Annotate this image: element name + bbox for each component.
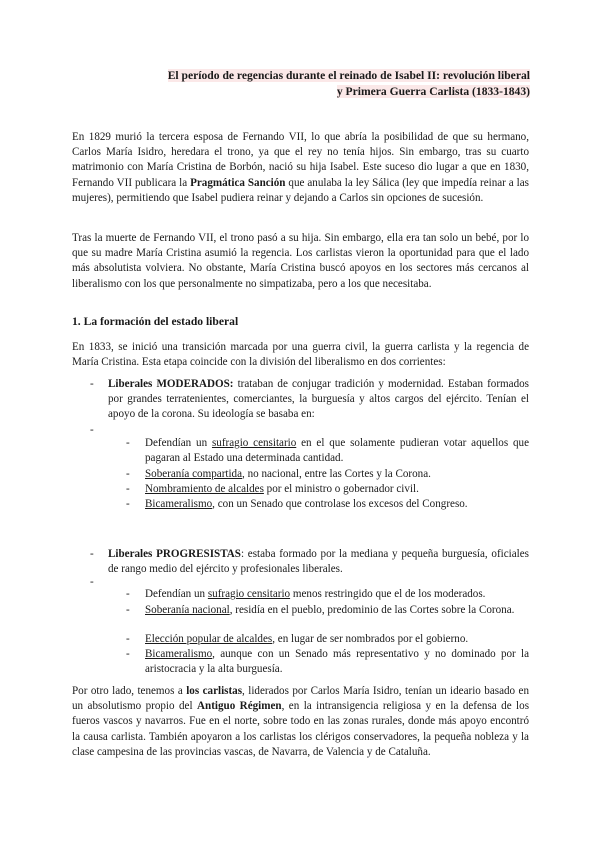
carlistas-text-b: , liderados por Carlos María Isidro, tenían un ideario basado en un absolutismo propio del (72, 685, 529, 713)
progresistas-sub-item (145, 632, 468, 647)
item-post: , residía en el pueblo, predominio de las Cortes sobre la Corona. (229, 604, 515, 616)
page-title (100, 68, 530, 100)
moderados-text: trataban de conjugar tradición y modernidad. Estaban formados por grandes terratenientes, comerciantes, la burguesía y altos cargos del ejército. Tenían el apoyo de la corona. Su ideología se basaba en: (108, 378, 529, 421)
moderados-sub-item (145, 497, 468, 512)
sub-bullet: - (126, 498, 130, 510)
section-heading: 1. La formación del estado liberal (72, 315, 239, 328)
item-underlined: sufragio censitario (211, 437, 297, 449)
item-underlined: Soberanía nacional (145, 604, 230, 616)
item-post: , en lugar de ser nombrados por el gobierno. (272, 633, 469, 645)
sub-bullet: - (126, 633, 130, 645)
item-underlined: Bicameralismo (145, 648, 213, 660)
progresistas-sub-item (145, 587, 485, 602)
moderados-label: Liberales MODERADOS: (108, 378, 234, 390)
progresistas-sub-item (145, 603, 529, 618)
section-paragraph: En 1833, se inició una transición marcada por una guerra civil, la guerra carlista y la regencia de María Cristina. Esta etapa coincide con la división del liberalismo en dos corrientes: (72, 341, 529, 369)
antiguo-regimen-bold: Antiguo Régimen (197, 700, 282, 713)
carlistas-text-c: , en la intransigencia religiosa y en la defensa de los fueros vascos y navarros. Fue en el norte, sobre todo en las zonas rurales, donde más apoyo encontró la causa carlista. También apoyaron a los carlistas los clérigos conservadores, la pequeña nobleza y la clase campesina de las provincias vascas, de Navarra, de Valencia y de Cataluña. (72, 700, 530, 758)
moderados-sub-item (145, 467, 431, 482)
sub-bullet: - (126, 604, 130, 616)
moderados-item (108, 377, 529, 423)
item-post: por el ministro o gobernador civil. (263, 483, 419, 495)
title-line-1: El período de regencias durante el reinado de Isabel II: revolución liberal (167, 69, 530, 82)
sub-bullet: - (126, 648, 130, 660)
item-pre: Defendían un (145, 588, 208, 600)
sub-bullet: - (126, 588, 130, 600)
moderados-sub-item (145, 482, 419, 497)
list-bullet: - (90, 548, 94, 560)
item-underlined: sufragio censitario (207, 588, 291, 600)
intro-p1-text-a: En 1829 murió la tercera esposa de Fernando VII, lo que abría la posibilidad de que su hermano, Carlos María Isidro, heredara el trono, ya que el rey no tenía hijos. Sin embargo, tras su cuarto matrimonio con María Cristina de Borbón, nació su hija Isabel. Este suceso dio lugar a que en 1830, Fernando VII publicara la (72, 131, 529, 189)
intro-paragraph-1 (72, 130, 529, 206)
carlistas-bold: los carlistas (186, 685, 243, 697)
pragmatica-sancion-bold: Pragmática Sanción (190, 176, 286, 189)
item-post: en el que solamente pudieran votar aquellos que pagaran al Estado una determinada cantidad. (145, 437, 529, 465)
progresistas-item (108, 547, 529, 577)
sub-bullet: - (126, 437, 130, 449)
progresistas-text: : estaba formado por la mediana y pequeña burguesía, oficiales de rango medio del ejército y profesionales liberales. (108, 548, 530, 576)
empty-bullet: - (90, 576, 94, 588)
carlistas-paragraph (72, 684, 529, 760)
item-underlined: Bicameralismo (145, 498, 213, 510)
item-pre: Defendían un (145, 437, 212, 449)
intro-paragraph-2: Tras la muerte de Fernando VII, el trono pasó a su hija. Sin embargo, ella era tan solo un bebé, por lo que su madre María Cristina asumió la regencia. Los carlistas vieron la oportunidad para que el lado más absolutista volviera. No obstante, María Cristina buscó apoyos en los sectores más cercanos al liberalismo con los que personalmente no simpatizaba, pero a los que necesitaba. (72, 232, 529, 290)
item-post: , no nacional, entre las Cortes y la Corona. (242, 468, 431, 480)
title-line-2: y Primera Guerra Carlista (1833-1843) (336, 85, 530, 98)
sub-bullet: - (126, 468, 130, 480)
item-post: menos restringido que el de los moderados. (290, 588, 486, 600)
carlistas-text-a: Por otro lado, tenemos a (72, 685, 187, 697)
item-underlined: Soberanía compartida (145, 468, 243, 480)
item-underlined: Nombramiento de alcaldes (145, 483, 264, 495)
empty-bullet: - (90, 424, 94, 436)
list-bullet: - (90, 378, 94, 390)
progresistas-sub-item (145, 647, 529, 677)
sub-bullet: - (126, 483, 130, 495)
item-underlined: Elección popular de alcaldes (145, 633, 273, 645)
item-post: , aunque con un Senado más representativo y no dominado por la aristocracia y la alta burguesía. (145, 648, 529, 676)
intro-p1-text-b: que anulaba la ley Sálica (ley que impedía reinar a las mujeres), permitiendo que Isabel pudiera reinar y dejando a Carlos sin opciones de sucesión. (72, 176, 529, 204)
item-post: , con un Senado que controlase los excesos del Congreso. (212, 498, 468, 510)
progresistas-label: Liberales PROGRESISTAS (108, 548, 241, 560)
moderados-sub-item (145, 436, 529, 466)
